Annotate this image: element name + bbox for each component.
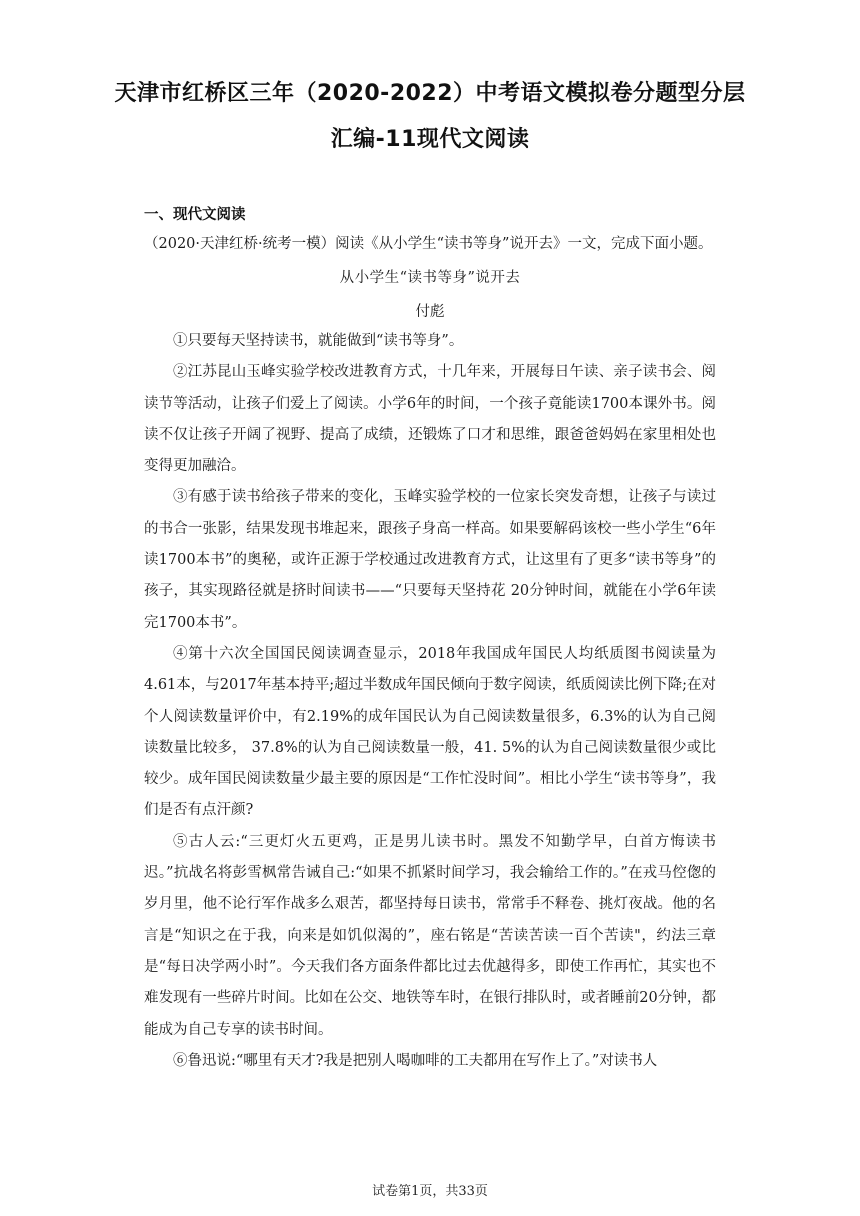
article-author: 付彪 [415,304,445,320]
article-title: 从小学生“读书等身”说开去 [339,270,521,286]
paragraph-5: ⑤古人云:“三更灯火五更鸡，正是男儿读书时。黑发不知勤学早，白首方悔读书迟。”抗战名将彭雪枫常告诫自己:“如果不抓紧时间学习，我会输给工作的。”在戎马倥偬的岁月里，他不论行军作战多么艰苦，都坚持每日读书，常常手不释卷、挑灯夜战。他的名言是“知识之在于我，向来是如饥似渴的”，座右铭是“苦读苦读一百个苦读"，约法三章是“每日决学两小时”。今天我们各方面条件都比过去优越得多，即使工作再忙，其实也不难发现有一些碎片时间。比如在公交、地铁等车时，在银行排队时，或者睡前20分钟，都能成为自己专享的读书时间。 [144,833,716,1038]
question-source-line: （2020·天津红桥·统考一模）阅读《从小学生“读书等身”说开去》一文，完成下面小题。 [144,236,713,252]
document-title-line-1: 天津市红桥区三年（2020-2022）中考语文模拟卷分题型分层 [114,81,746,106]
paragraph-1: ①只要每天坚持读书，就能做到“读书等身”。 [173,333,464,349]
document-title-line-2: 汇编-11现代文阅读 [330,127,530,152]
paragraph-4: ④第十六次全国国民阅读调查显示，2018年我国成年国民人均纸质图书阅读量为4.61本，与2017年基本持平;超过半数成年国民倾向于数字阅读，纸质阅读比例下降;在对个人阅读数量评价中，有2.19%的成年国民认为自己阅读数量很多，6.3%的认为自己阅读数量比较多， 37.8%的认为自己阅读数量一般，41. 5%的认为自己阅读数量很少或比较少。成年国民阅读数量少最主要的原因是“工作忙没时间”。相比小学生“读书等身”，我们是否有点汗颜? [144,645,716,819]
section-heading: 一、现代文阅读 [144,207,246,223]
paragraph-2: ②江苏昆山玉峰实验学校改进教育方式，十几年来，开展每日午读、亲子读书会、阅读节等活动，让孩子们爱上了阅读。小学6年的时间，一个孩子竟能读1700本课外书。阅读不仅让孩子开阔了视野、提高了成绩，还锻炼了口才和思维，跟爸爸妈妈在家里相处也变得更加融洽。 [144,364,716,475]
article-body [144,326,716,1077]
paragraph-3: ③有感于读书给孩子带来的变化，玉峰实验学校的一位家长突发奇想，让孩子与读过的书合一张影，结果发现书堆起来，跟孩子身高一样高。如果要解码该校一些小学生“6年读1700本书”的奥秘，或许正源于学校通过改进教育方式，让这里有了更多“读书等身”的孩子，其实现路径就是挤时间读书——“只要每天坚持花 20分钟时间，就能在小学6年读完1700本书”。 [144,489,716,631]
page-footer: 试卷第1页，共33页 [372,1184,488,1199]
paragraph-6: ⑥鲁迅说:“哪里有天才?我是把别人喝咖啡的工夫都用在写作上了。”对读书人 [173,1052,658,1069]
